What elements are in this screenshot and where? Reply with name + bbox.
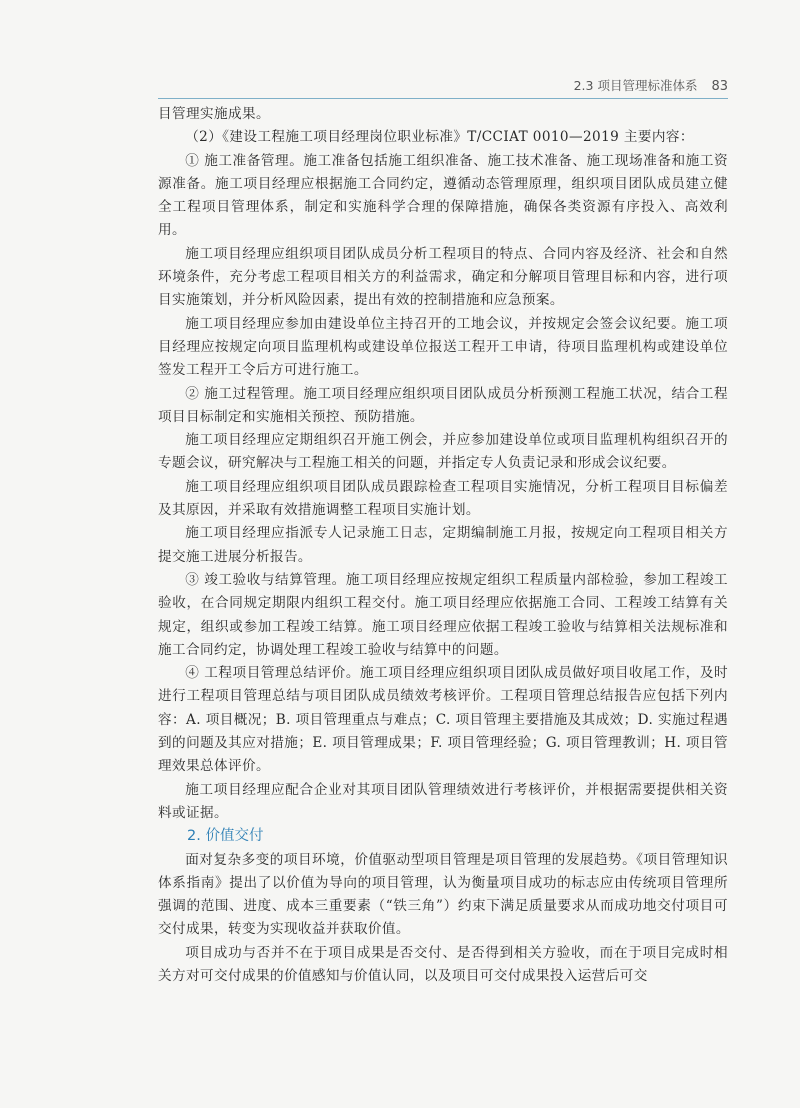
paragraph: 施工项目经理应配合企业对其项目团队管理绩效进行考核评价，并根据需要提供相关资料或证据。 (158, 781, 728, 821)
header-text (574, 76, 728, 94)
paragraph: ③ 竣工验收与结算管理。施工项目经理应按规定组织工程质量内部检验，参加工程竣工验收，在合同规定期限内组织工程交付。施工项目经理应依据施工合同、工程竣工结算有关规定，组织或参加工程竣工结算。施工项目经理应依据工程竣工验收与结算相关法规标准和施工合同约定，协调处理工程竣工验收与结算中的问题。 (158, 571, 728, 658)
running-header (158, 74, 728, 99)
paragraph: ④ 工程项目管理总结评价。施工项目经理应组织项目团队成员做好项目收尾工作，及时进行工程项目管理总结与项目团队成员绩效考核评价。工程项目管理总结报告应包括下列内容：A. 项目概况；B. 项目管理重点与难点；C. 项目管理主要措施及其成效；D. 实施过程遇到的问题及其应对措施；E. 项目管理成果；F. 项目管理经验；G. 项目管理教训；H. 项目管理效果总体评价。 (158, 665, 728, 775)
section-title: 2.3 项目管理标准体系 (573, 78, 698, 93)
paragraph: 项目成功与否并不在于项目成果是否交付、是否得到相关方验收，而在于项目完成时相关方对可交付成果的价值感知与价值认同，以及项目可交付成果投入运营后可交 (158, 944, 728, 984)
paragraph: 目管理实施成果。 (158, 106, 270, 122)
section-heading: 2. 价值交付 (187, 828, 264, 845)
paragraph: 施工项目经理应参加由建设单位主持召开的工地会议，并按规定会签会议纪要。施工项目经理应按规定向项目监理机构或建设单位报送工程开工申请，待项目监理机构或建设单位签发工程开工令后方可进行施工。 (158, 315, 728, 379)
page-number: 83 (711, 79, 728, 94)
body-text (158, 103, 728, 988)
paragraph: ② 施工过程管理。施工项目经理应组织项目团队成员分析预测工程施工状况，结合工程项目目标制定和实施相关预控、预防措施。 (158, 385, 728, 425)
paragraph: （2）《建设工程施工项目经理岗位职业标准》T/CCIAT 0010—2019 主要内容： (185, 129, 694, 146)
paragraph: 施工项目经理应组织项目团队成员分析工程项目的特点、合同内容及经济、社会和自然环境条件，充分考虑工程项目相关方的利益需求，确定和分解项目管理目标和内容，进行项目实施策划，并分析风险因素，提出有效的控制措施和应急预案。 (158, 245, 728, 309)
paragraph: 施工项目经理应指派专人记录施工日志，定期编制施工月报，按规定向工程项目相关方提交施工进展分析报告。 (158, 525, 728, 565)
paragraph: 施工项目经理应定期组织召开施工例会，并应参加建设单位或项目监理机构组织召开的专题会议，研究解决与工程施工相关的问题，并指定专人负责记录和形成会议纪要。 (158, 432, 728, 472)
paragraph: 面对复杂多变的项目环境，价值驱动型项目管理是项目管理的发展趋势。《项目管理知识体系指南》提出了以价值为导向的项目管理，认为衡量项目成功的标志应由传统项目管理所强调的范围、进度、成本三重要素（“铁三角”）约束下满足质量要求从而成功地交付项目可交付成果，转变为实现收益并获取价值。 (158, 851, 728, 938)
paragraph: 施工项目经理应组织项目团队成员跟踪检查工程项目实施情况，分析工程项目目标偏差及其原因，并采取有效措施调整工程项目实施计划。 (158, 478, 728, 519)
paragraph: ① 施工准备管理。施工准备包括施工组织准备、施工技术准备、施工现场准备和施工资源准备。施工项目经理应根据施工合同约定，遵循动态管理原理，组织项目团队成员建立健全工程项目管理体系，制定和实施科学合理的保障措施，确保各类资源有序投入、高效利用。 (158, 152, 728, 239)
